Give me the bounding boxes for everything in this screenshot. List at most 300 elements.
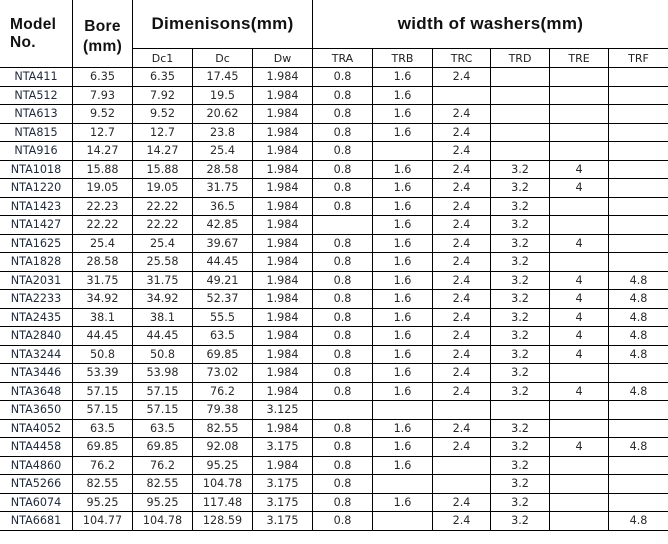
cell-model: NTA3446 — [0, 364, 73, 383]
cell-dc1: 44.45 — [133, 327, 193, 346]
cell-trf — [609, 216, 668, 235]
cell-trf: 4.8 — [609, 271, 668, 290]
cell-trb: 1.6 — [373, 382, 433, 401]
cell-bore: 38.1 — [73, 308, 133, 327]
table-row — [0, 105, 668, 124]
cell-trb: 1.6 — [373, 364, 433, 383]
cell-trc: 2.4 — [433, 345, 491, 364]
cell-trd: 3.2 — [491, 493, 550, 512]
cell-dc1: 12.7 — [133, 123, 193, 142]
cell-dw: 1.984 — [253, 419, 313, 438]
cell-trf: 4.8 — [609, 327, 668, 346]
cell-trb — [373, 401, 433, 420]
cell-trc: 2.4 — [433, 419, 491, 438]
cell-trd — [491, 401, 550, 420]
cell-trf: 4.8 — [609, 345, 668, 364]
cell-model: NTA411 — [0, 68, 73, 87]
cell-trb: 1.6 — [373, 456, 433, 475]
cell-bore: 76.2 — [73, 456, 133, 475]
cell-trd — [491, 123, 550, 142]
cell-trf: 4.8 — [609, 382, 668, 401]
table-row — [0, 68, 668, 87]
header-dw: Dw — [253, 49, 313, 68]
cell-trb: 1.6 — [373, 308, 433, 327]
cell-model: NTA2233 — [0, 290, 73, 309]
cell-bore: 19.05 — [73, 179, 133, 198]
cell-tra: 0.8 — [313, 327, 373, 346]
cell-trf — [609, 364, 668, 383]
cell-dw: 3.175 — [253, 475, 313, 494]
cell-dc: 95.25 — [193, 456, 253, 475]
cell-tre — [550, 253, 609, 272]
cell-dc: 42.85 — [193, 216, 253, 235]
cell-model: NTA1018 — [0, 160, 73, 179]
cell-trc: 2.4 — [433, 271, 491, 290]
cell-tre: 4 — [550, 160, 609, 179]
cell-trb: 1.6 — [373, 68, 433, 87]
header-tra: TRA — [313, 49, 373, 68]
cell-model: NTA2031 — [0, 271, 73, 290]
cell-trd: 3.2 — [491, 382, 550, 401]
header-model-line2: No. — [10, 33, 36, 51]
cell-tra — [313, 401, 373, 420]
cell-tra: 0.8 — [313, 475, 373, 494]
cell-dc: 31.75 — [193, 179, 253, 198]
cell-tre — [550, 475, 609, 494]
cell-dw: 1.984 — [253, 253, 313, 272]
cell-trc: 2.4 — [433, 123, 491, 142]
cell-dc1: 15.88 — [133, 160, 193, 179]
cell-tra: 0.8 — [313, 253, 373, 272]
cell-dc: 17.45 — [193, 68, 253, 87]
cell-trd: 3.2 — [491, 216, 550, 235]
cell-tre: 4 — [550, 271, 609, 290]
cell-trf — [609, 234, 668, 253]
table-row — [0, 327, 668, 346]
table-row — [0, 197, 668, 216]
cell-tre: 4 — [550, 179, 609, 198]
cell-dw: 1.984 — [253, 105, 313, 124]
cell-tra — [313, 216, 373, 235]
cell-trb: 1.6 — [373, 179, 433, 198]
cell-tre: 4 — [550, 234, 609, 253]
cell-trc: 2.4 — [433, 308, 491, 327]
cell-trf: 4.8 — [609, 438, 668, 457]
header-bore-line1: Bore — [84, 17, 121, 35]
cell-trb: 1.6 — [373, 345, 433, 364]
cell-model: NTA4052 — [0, 419, 73, 438]
cell-trd: 3.2 — [491, 290, 550, 309]
header-model-no — [0, 0, 73, 68]
cell-dc: 36.5 — [193, 197, 253, 216]
table-row — [0, 234, 668, 253]
table-row — [0, 142, 668, 161]
cell-dc: 25.4 — [193, 142, 253, 161]
cell-trc: 2.4 — [433, 142, 491, 161]
cell-trf — [609, 105, 668, 124]
cell-trd: 3.2 — [491, 179, 550, 198]
cell-dc1: 57.15 — [133, 401, 193, 420]
table-row — [0, 456, 668, 475]
cell-bore: 53.39 — [73, 364, 133, 383]
cell-dw: 1.984 — [253, 234, 313, 253]
cell-tre — [550, 493, 609, 512]
cell-trc: 2.4 — [433, 105, 491, 124]
cell-trd: 3.2 — [491, 456, 550, 475]
cell-dc: 28.58 — [193, 160, 253, 179]
cell-dc1: 7.92 — [133, 86, 193, 105]
cell-tre: 4 — [550, 327, 609, 346]
cell-trc: 2.4 — [433, 290, 491, 309]
cell-trc: 2.4 — [433, 512, 491, 531]
cell-bore: 15.88 — [73, 160, 133, 179]
cell-trd: 3.2 — [491, 197, 550, 216]
cell-tra: 0.8 — [313, 123, 373, 142]
header-trd: TRD — [491, 49, 550, 68]
cell-model: NTA4860 — [0, 456, 73, 475]
cell-trf: 4.8 — [609, 290, 668, 309]
cell-bore: 57.15 — [73, 382, 133, 401]
cell-dc: 63.5 — [193, 327, 253, 346]
cell-trb: 1.6 — [373, 419, 433, 438]
cell-dw: 1.984 — [253, 327, 313, 346]
cell-trb — [373, 512, 433, 531]
header-trc: TRC — [433, 49, 491, 68]
cell-trc: 2.4 — [433, 382, 491, 401]
cell-dc1: 31.75 — [133, 271, 193, 290]
cell-dc1: 95.25 — [133, 493, 193, 512]
cell-trd: 3.2 — [491, 512, 550, 531]
cell-trb: 1.6 — [373, 197, 433, 216]
header-row-main — [0, 0, 668, 49]
cell-trd: 3.2 — [491, 234, 550, 253]
cell-tra: 0.8 — [313, 382, 373, 401]
cell-trb: 1.6 — [373, 105, 433, 124]
cell-dc1: 63.5 — [133, 419, 193, 438]
header-trf: TRF — [609, 49, 668, 68]
cell-tra: 0.8 — [313, 142, 373, 161]
cell-dw: 1.984 — [253, 364, 313, 383]
cell-bore: 63.5 — [73, 419, 133, 438]
table-row — [0, 345, 668, 364]
cell-dc1: 22.22 — [133, 197, 193, 216]
cell-trd: 3.2 — [491, 345, 550, 364]
cell-trb: 1.6 — [373, 493, 433, 512]
table-row — [0, 438, 668, 457]
cell-dw: 3.175 — [253, 493, 313, 512]
cell-trc: 2.4 — [433, 234, 491, 253]
cell-trc — [433, 401, 491, 420]
cell-trf — [609, 86, 668, 105]
cell-trd: 3.2 — [491, 438, 550, 457]
cell-tre: 4 — [550, 345, 609, 364]
cell-tre — [550, 86, 609, 105]
cell-model: NTA4458 — [0, 438, 73, 457]
cell-trb: 1.6 — [373, 86, 433, 105]
cell-trd: 3.2 — [491, 475, 550, 494]
table-row — [0, 364, 668, 383]
cell-tra: 0.8 — [313, 68, 373, 87]
cell-bore: 31.75 — [73, 271, 133, 290]
table-body — [0, 68, 668, 531]
cell-dc: 19.5 — [193, 86, 253, 105]
cell-dc1: 25.58 — [133, 253, 193, 272]
cell-model: NTA6074 — [0, 493, 73, 512]
cell-dw: 1.984 — [253, 382, 313, 401]
cell-trc: 2.4 — [433, 493, 491, 512]
table-row — [0, 179, 668, 198]
cell-trf — [609, 142, 668, 161]
cell-dw: 1.984 — [253, 290, 313, 309]
cell-trd: 3.2 — [491, 271, 550, 290]
header-trb: TRB — [373, 49, 433, 68]
cell-tra: 0.8 — [313, 345, 373, 364]
table-row — [0, 216, 668, 235]
cell-tra: 0.8 — [313, 160, 373, 179]
cell-dc: 49.21 — [193, 271, 253, 290]
cell-tre — [550, 123, 609, 142]
cell-dc1: 19.05 — [133, 179, 193, 198]
cell-dc: 92.08 — [193, 438, 253, 457]
cell-dw: 1.984 — [253, 271, 313, 290]
table-row — [0, 493, 668, 512]
cell-dw: 1.984 — [253, 86, 313, 105]
cell-dw: 1.984 — [253, 160, 313, 179]
cell-model: NTA1220 — [0, 179, 73, 198]
cell-tre — [550, 401, 609, 420]
cell-tre — [550, 197, 609, 216]
cell-dc: 23.8 — [193, 123, 253, 142]
cell-dw: 3.125 — [253, 401, 313, 420]
cell-dw: 3.175 — [253, 512, 313, 531]
cell-dc1: 76.2 — [133, 456, 193, 475]
cell-dc: 69.85 — [193, 345, 253, 364]
cell-tre — [550, 68, 609, 87]
cell-trb: 1.6 — [373, 123, 433, 142]
cell-trc — [433, 86, 491, 105]
table-row — [0, 86, 668, 105]
cell-model: NTA3244 — [0, 345, 73, 364]
cell-trf — [609, 253, 668, 272]
cell-tra: 0.8 — [313, 197, 373, 216]
cell-trb: 1.6 — [373, 271, 433, 290]
cell-trc: 2.4 — [433, 160, 491, 179]
cell-model: NTA6681 — [0, 512, 73, 531]
cell-tre — [550, 456, 609, 475]
cell-model: NTA3648 — [0, 382, 73, 401]
cell-trd: 3.2 — [491, 327, 550, 346]
cell-dc: 44.45 — [193, 253, 253, 272]
cell-tra: 0.8 — [313, 364, 373, 383]
cell-trd: 3.2 — [491, 253, 550, 272]
cell-dc1: 14.27 — [133, 142, 193, 161]
cell-trd — [491, 142, 550, 161]
cell-trf: 4.8 — [609, 308, 668, 327]
cell-model: NTA3650 — [0, 401, 73, 420]
cell-dc1: 9.52 — [133, 105, 193, 124]
cell-bore: 6.35 — [73, 68, 133, 87]
table-row — [0, 290, 668, 309]
cell-model: NTA916 — [0, 142, 73, 161]
cell-dw: 1.984 — [253, 308, 313, 327]
cell-tra: 0.8 — [313, 290, 373, 309]
cell-tra: 0.8 — [313, 105, 373, 124]
cell-trf — [609, 160, 668, 179]
cell-trb: 1.6 — [373, 253, 433, 272]
cell-trc: 2.4 — [433, 253, 491, 272]
table-row — [0, 419, 668, 438]
cell-trb — [373, 142, 433, 161]
cell-bore: 82.55 — [73, 475, 133, 494]
cell-trd: 3.2 — [491, 364, 550, 383]
table-row — [0, 253, 668, 272]
cell-tre: 4 — [550, 382, 609, 401]
header-tre: TRE — [550, 49, 609, 68]
cell-trf — [609, 123, 668, 142]
cell-model: NTA613 — [0, 105, 73, 124]
cell-tra: 0.8 — [313, 419, 373, 438]
cell-dc: 52.37 — [193, 290, 253, 309]
cell-trc: 2.4 — [433, 327, 491, 346]
cell-bore: 57.15 — [73, 401, 133, 420]
cell-tra: 0.8 — [313, 179, 373, 198]
cell-bore: 22.23 — [73, 197, 133, 216]
cell-model: NTA1427 — [0, 216, 73, 235]
table-row — [0, 123, 668, 142]
cell-trd: 3.2 — [491, 419, 550, 438]
cell-trd: 3.2 — [491, 308, 550, 327]
cell-trf — [609, 456, 668, 475]
cell-trc — [433, 456, 491, 475]
cell-tre — [550, 216, 609, 235]
cell-tre — [550, 419, 609, 438]
cell-trc: 2.4 — [433, 68, 491, 87]
header-bore — [73, 0, 133, 68]
cell-model: NTA2435 — [0, 308, 73, 327]
cell-trb: 1.6 — [373, 216, 433, 235]
cell-model: NTA5266 — [0, 475, 73, 494]
cell-dc: 20.62 — [193, 105, 253, 124]
cell-trb: 1.6 — [373, 327, 433, 346]
cell-dc1: 25.4 — [133, 234, 193, 253]
cell-trf — [609, 493, 668, 512]
header-model-line1: Model — [10, 15, 57, 33]
cell-tra: 0.8 — [313, 493, 373, 512]
cell-bore: 50.8 — [73, 345, 133, 364]
cell-dc: 117.48 — [193, 493, 253, 512]
cell-bore: 69.85 — [73, 438, 133, 457]
cell-model: NTA1828 — [0, 253, 73, 272]
cell-dc: 82.55 — [193, 419, 253, 438]
cell-dc: 128.59 — [193, 512, 253, 531]
cell-tre — [550, 512, 609, 531]
cell-trc: 2.4 — [433, 197, 491, 216]
cell-dw: 3.175 — [253, 438, 313, 457]
cell-dc: 79.38 — [193, 401, 253, 420]
cell-trc: 2.4 — [433, 364, 491, 383]
cell-tra: 0.8 — [313, 456, 373, 475]
table-row — [0, 401, 668, 420]
cell-dw: 1.984 — [253, 456, 313, 475]
cell-dc1: 6.35 — [133, 68, 193, 87]
header-dc: Dc — [193, 49, 253, 68]
header-dimensions: Dimenisons(mm) — [133, 0, 313, 49]
cell-dc1: 22.22 — [133, 216, 193, 235]
cell-dc1: 82.55 — [133, 475, 193, 494]
cell-trc: 2.4 — [433, 438, 491, 457]
cell-bore: 28.58 — [73, 253, 133, 272]
cell-trf — [609, 197, 668, 216]
cell-tra: 0.8 — [313, 512, 373, 531]
cell-trf — [609, 419, 668, 438]
cell-dc: 73.02 — [193, 364, 253, 383]
cell-trb: 1.6 — [373, 438, 433, 457]
header-bore-line2: (mm) — [82, 37, 123, 55]
cell-tra: 0.8 — [313, 271, 373, 290]
cell-bore: 34.92 — [73, 290, 133, 309]
cell-tre: 4 — [550, 308, 609, 327]
cell-dc1: 104.78 — [133, 512, 193, 531]
cell-trf — [609, 179, 668, 198]
cell-trb: 1.6 — [373, 234, 433, 253]
cell-trf — [609, 68, 668, 87]
cell-dw: 1.984 — [253, 123, 313, 142]
cell-trf — [609, 475, 668, 494]
cell-bore: 95.25 — [73, 493, 133, 512]
cell-dw: 1.984 — [253, 142, 313, 161]
table-row — [0, 512, 668, 531]
table-row — [0, 160, 668, 179]
cell-tra: 0.8 — [313, 438, 373, 457]
cell-model: NTA2840 — [0, 327, 73, 346]
cell-bore: 104.77 — [73, 512, 133, 531]
header-dc1: Dc1 — [133, 49, 193, 68]
cell-trf: 4.8 — [609, 512, 668, 531]
cell-trb: 1.6 — [373, 290, 433, 309]
cell-trd — [491, 105, 550, 124]
cell-model: NTA512 — [0, 86, 73, 105]
cell-dw: 1.984 — [253, 216, 313, 235]
cell-bore: 22.22 — [73, 216, 133, 235]
cell-dc1: 69.85 — [133, 438, 193, 457]
cell-dc1: 57.15 — [133, 382, 193, 401]
cell-trc — [433, 475, 491, 494]
cell-tra: 0.8 — [313, 234, 373, 253]
cell-trf — [609, 401, 668, 420]
cell-dc1: 34.92 — [133, 290, 193, 309]
cell-trd — [491, 68, 550, 87]
cell-dw: 1.984 — [253, 68, 313, 87]
cell-bore: 9.52 — [73, 105, 133, 124]
cell-trd: 3.2 — [491, 160, 550, 179]
cell-dw: 1.984 — [253, 179, 313, 198]
cell-trc: 2.4 — [433, 179, 491, 198]
cell-trb — [373, 475, 433, 494]
cell-tra: 0.8 — [313, 86, 373, 105]
cell-dw: 1.984 — [253, 345, 313, 364]
table-row — [0, 475, 668, 494]
table-row — [0, 382, 668, 401]
cell-dc: 39.67 — [193, 234, 253, 253]
cell-bore: 14.27 — [73, 142, 133, 161]
cell-tre — [550, 105, 609, 124]
header-washer-width: width of washers(mm) — [313, 0, 668, 49]
cell-trd — [491, 86, 550, 105]
cell-trc: 2.4 — [433, 216, 491, 235]
cell-bore: 44.45 — [73, 327, 133, 346]
cell-dc1: 53.98 — [133, 364, 193, 383]
cell-dw: 1.984 — [253, 197, 313, 216]
